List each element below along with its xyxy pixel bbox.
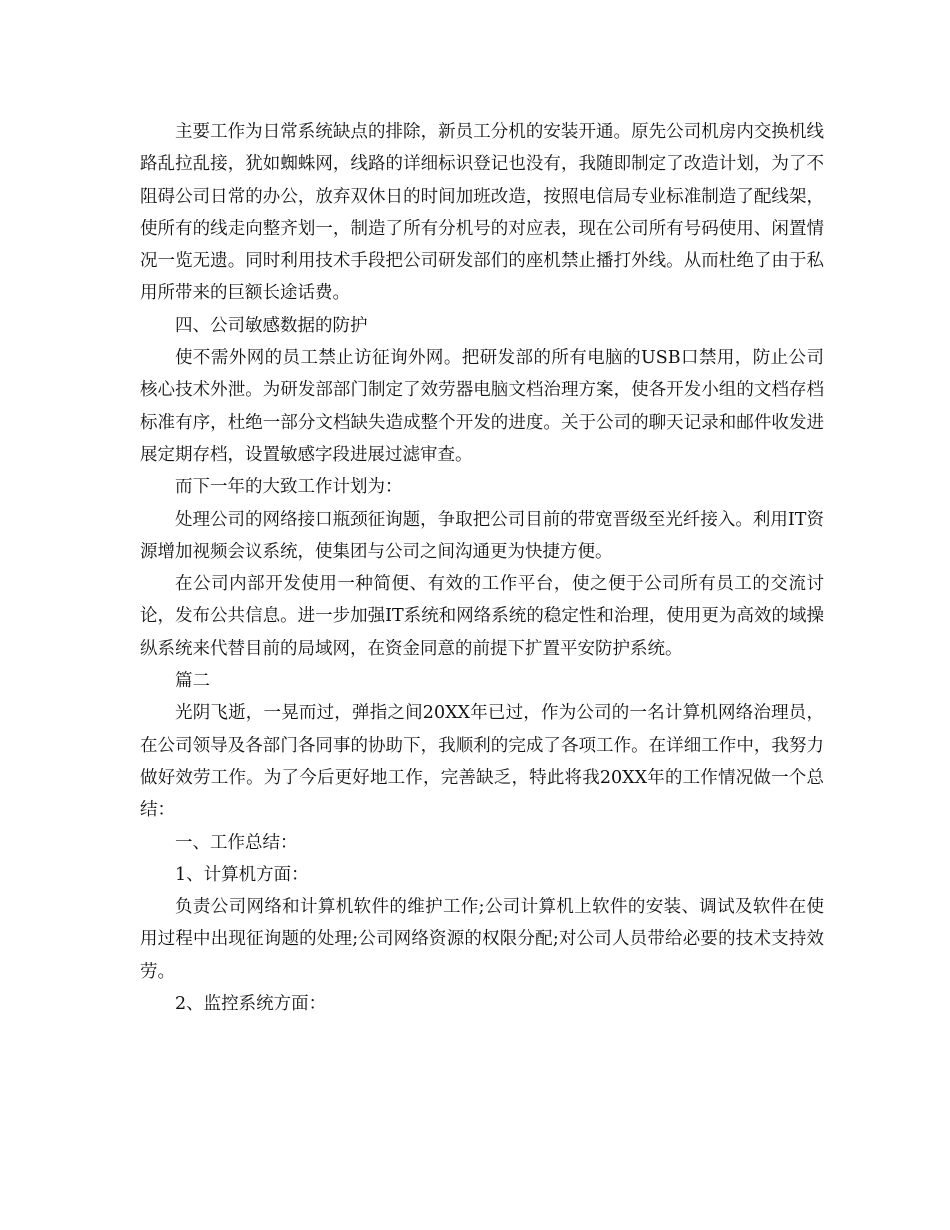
paragraph-network-bottleneck: 处理公司的网络接口瓶颈征询题，争取把公司目前的带宽晋级至光纤接入。利用IT资源增加视频会议系统，使集团与公司之间沟通更为快捷方便。	[140, 509, 824, 562]
paragraph-phone-system: 主要工作为日常系统缺点的排除，新员工分机的安装开通。原先公司机房内交换机线路乱拉乱接，犹如蜘蛛网，线路的详细标识登记也没有，我随即制定了改造计划，为了不阻碍公司日常的办公，放弃双休日的时间加班改造，按照电信局专业标准制造了配线架，使所有的线走向整齐划一，制造了所有分机号的对应表，现在公司所有号码使用、闲置情况一览无遗。同时利用技术手段把公司研发部们的座机禁止播打外线。从而杜绝了由于私用所带来的巨额长途话费。	[140, 122, 824, 304]
heading-work-summary: 一、工作总结：	[175, 832, 298, 853]
paragraph-intro-summary: 光阴飞逝，一晃而过，弹指之间20XX年已过，作为公司的一名计算机网络治理员，在公司领导及各部门各同事的协助下，我顺利的完成了各项工作。在详细工作中，我努力做好效劳工作。为了今后更好地工作，完善缺乏，特此将我20XX年的工作情况做一个总结：	[140, 703, 824, 821]
heading-computer-section: 1、计算机方面：	[175, 864, 309, 885]
paragraph-data-protection: 使不需外网的员工禁止访征询外网。把研发部的所有电脑的USB口禁用，防止公司核心技术外泄。为研发部部门制定了效劳器电脑文档治理方案，使各开发小组的文档存档标准有序，杜绝一部分文档缺失造成整个开发的进度。关于公司的聊天记录和邮件收发进展定期存档，设置敏感字段进展过滤审查。	[140, 348, 824, 465]
heading-part-two: 篇二	[175, 671, 210, 692]
paragraph-computer-duties: 负责公司网络和计算机软件的维护工作;公司计算机上软件的安装、调试及软件在使用过程中出现征询题的处理;公司网络资源的权限分配;对公司人员带给必要的技术支持效劳。	[140, 897, 824, 982]
heading-next-year-plan: 而下一年的大致工作计划为：	[175, 477, 403, 498]
heading-sensitive-data: 四、公司敏感数据的防护	[175, 315, 368, 336]
paragraph-work-platform: 在公司内部开发使用一种简便、有效的工作平台，使之便于公司所有员工的交流讨论，发布公共信息。进一步加强IT系统和网络系统的稳定性和治理，使用更为高效的域操纵系统来代替目前的局域网，在资金同意的前提下扩置平安防护系统。	[140, 574, 824, 659]
heading-monitoring-section: 2、监控系统方面：	[175, 994, 327, 1015]
document-body	[140, 116, 824, 1020]
